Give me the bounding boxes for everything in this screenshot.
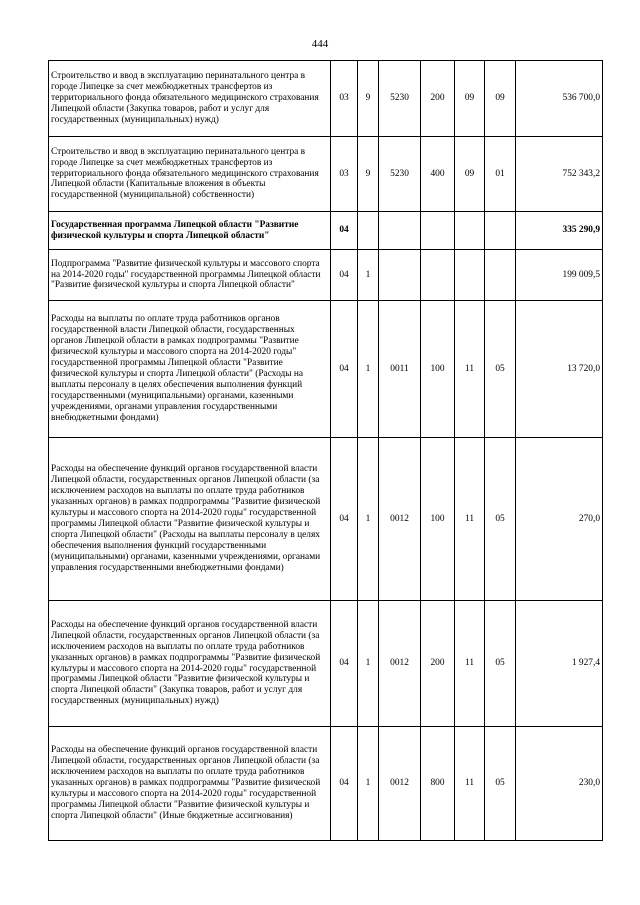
program-code: 03: [331, 137, 358, 212]
expense-type-code: 400: [421, 137, 455, 212]
amount: 230,0: [516, 727, 603, 841]
section-code: 09: [455, 61, 485, 137]
page-number: 444: [311, 38, 329, 50]
row-name: Расходы на выплаты по оплате труда работников органов государственной власти Липецкой области, государственных органов Липецкой области в рамках подпрограммы "Развитие физической культуры и массового спорта на 2014-2020 годы" государственной программы Липецкой области "Развитие физической культуры и спорта Липецкой области" (Расходы на выплаты персоналу в целях обеспечения выполнения функций государственными (муниципальными) органами, казенными учреждениями, органами управления государственными внебюджетными фондами): [49, 301, 331, 438]
program-code: 04: [331, 727, 358, 841]
direction-code: 5230: [379, 61, 421, 137]
subprogram-code: [358, 212, 379, 250]
amount: 752 343,2: [516, 137, 603, 212]
expense-type-code: 200: [421, 61, 455, 137]
subprogram-code: 1: [358, 250, 379, 301]
row-name: Расходы на обеспечение функций органов государственной власти Липецкой области, государственных органов Липецкой области (за исключением расходов на выплаты по оплате труда работников указанных органов) в рамках подпрограммы "Развитие физической культуры и массового спорта на 2014-2020 годы" государственной программы Липецкой области "Развитие физической культуры и спорта Липецкой области" (Закупка товаров, работ и услуг для государственных (муниципальных) нужд): [49, 601, 331, 727]
direction-code: 0012: [379, 438, 421, 601]
subprogram-code: 9: [358, 137, 379, 212]
table-row: [49, 727, 603, 841]
budget-table: [48, 60, 603, 841]
subsection-code: 05: [485, 727, 516, 841]
section-code: 11: [455, 438, 485, 601]
amount: 536 700,0: [516, 61, 603, 137]
expense-type-code: [421, 250, 455, 301]
row-name: Расходы на обеспечение функций органов государственной власти Липецкой области, государственных органов Липецкой области (за исключением расходов на выплаты по оплате труда работников указанных органов) в рамках подпрограммы "Развитие физической культуры и массового спорта на 2014-2020 годы" государственной программы Липецкой области "Развитие физической культуры и спорта Липецкой области" (Расходы на выплаты персоналу в целях обеспечения выполнения функций государственными (муниципальными) органами, казенными учреждениями, органами управления государственными внебюджетными фондами): [49, 438, 331, 601]
table-row: [49, 301, 603, 438]
direction-code: 5230: [379, 137, 421, 212]
row-name: Строительство и ввод в эксплуатацию перинатального центра в городе Липецке за счет межбюджетных трансфертов из территориального фонда обязательного медицинского страхования Липецкой области (Капитальные вложения в объекты государственной (муниципальной) собственности): [49, 137, 331, 212]
table-row: [49, 438, 603, 601]
amount: 199 009,5: [516, 250, 603, 301]
program-code: 04: [331, 301, 358, 438]
section-code: 09: [455, 137, 485, 212]
section-code: 11: [455, 727, 485, 841]
amount: 270,0: [516, 438, 603, 601]
expense-type-code: [421, 212, 455, 250]
table-row: [49, 61, 603, 137]
amount: 1 927,4: [516, 601, 603, 727]
amount: 335 290,9: [516, 212, 603, 250]
table-row: [49, 250, 603, 301]
direction-code: [379, 212, 421, 250]
subsection-code: 09: [485, 61, 516, 137]
subprogram-code: 1: [358, 727, 379, 841]
program-code: 04: [331, 250, 358, 301]
subprogram-code: 1: [358, 438, 379, 601]
row-name: Подпрограмма "Развитие физической культуры и массового спорта на 2014-2020 годы" государственной программы Липецкой области "Развитие физической культуры и спорта Липецкой области": [49, 250, 331, 301]
section-code: 11: [455, 301, 485, 438]
expense-type-code: 100: [421, 438, 455, 601]
direction-code: 0012: [379, 727, 421, 841]
program-code: 04: [331, 438, 358, 601]
amount: 13 720,0: [516, 301, 603, 438]
expense-type-code: 800: [421, 727, 455, 841]
direction-code: [379, 250, 421, 301]
row-name: Государственная программа Липецкой области "Развитие физической культуры и спорта Липецкой области": [49, 212, 331, 250]
program-code: 03: [331, 61, 358, 137]
subprogram-code: 9: [358, 61, 379, 137]
expense-type-code: 100: [421, 301, 455, 438]
program-code: 04: [331, 601, 358, 727]
subsection-code: 05: [485, 601, 516, 727]
subprogram-code: 1: [358, 601, 379, 727]
row-name: Строительство и ввод в эксплуатацию перинатального центра в городе Липецке за счет межбюджетных трансфертов из территориального фонда обязательного медицинского страхования Липецкой области (Закупка товаров, работ и услуг для государственных (муниципальных) нужд): [49, 61, 331, 137]
section-code: [455, 212, 485, 250]
subsection-code: [485, 250, 516, 301]
program-code: 04: [331, 212, 358, 250]
subsection-code: 01: [485, 137, 516, 212]
row-name: Расходы на обеспечение функций органов государственной власти Липецкой области, государственных органов Липецкой области (за исключением расходов на выплаты по оплате труда работников указанных органов) в рамках подпрограммы "Развитие физической культуры и массового спорта на 2014-2020 годы" государственной программы Липецкой области "Развитие физической культуры и спорта Липецкой области" (Иные бюджетные ассигнования): [49, 727, 331, 841]
table-row: [49, 212, 603, 250]
direction-code: 0011: [379, 301, 421, 438]
table-row: [49, 137, 603, 212]
subsection-code: 05: [485, 301, 516, 438]
expense-type-code: 200: [421, 601, 455, 727]
section-code: [455, 250, 485, 301]
direction-code: 0012: [379, 601, 421, 727]
subsection-code: 05: [485, 438, 516, 601]
table-row: [49, 601, 603, 727]
section-code: 11: [455, 601, 485, 727]
subprogram-code: 1: [358, 301, 379, 438]
subsection-code: [485, 212, 516, 250]
